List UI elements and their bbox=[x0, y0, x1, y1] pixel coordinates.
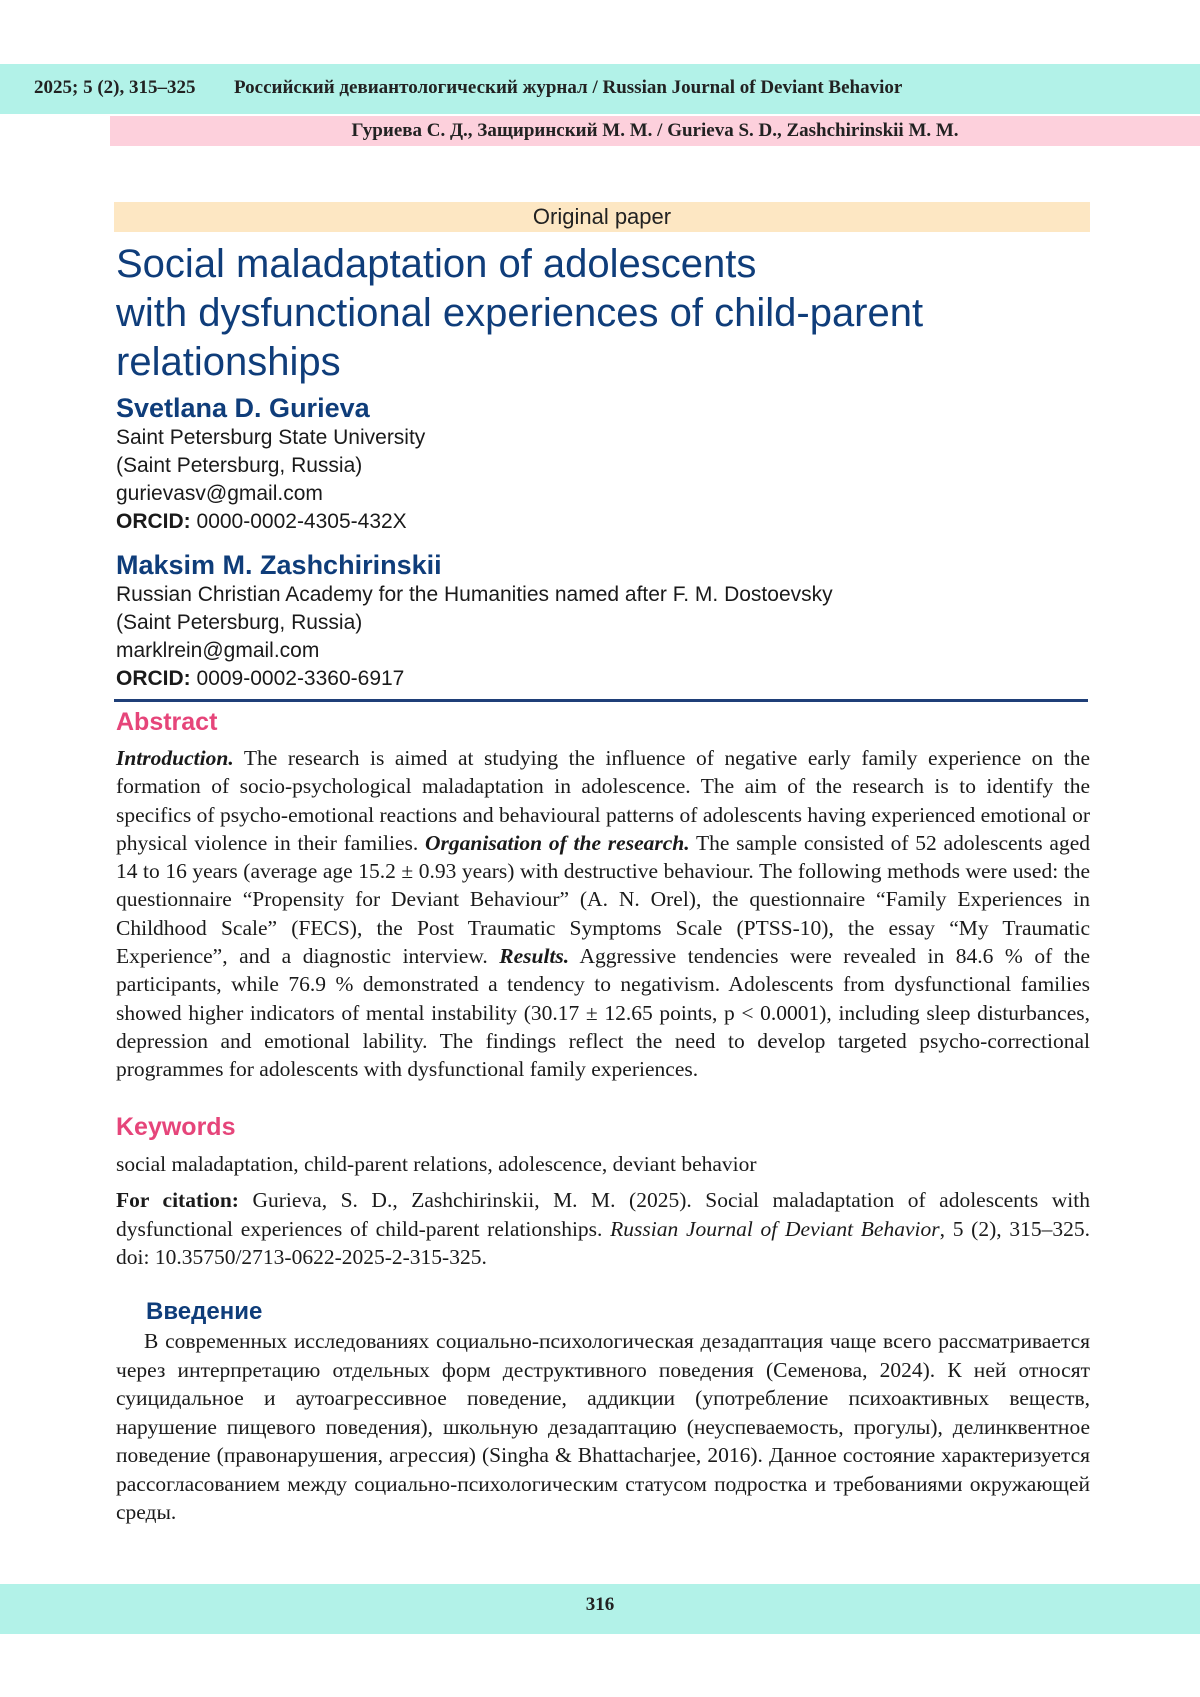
orcid-label: ORCID: bbox=[116, 667, 191, 690]
author-orcid bbox=[116, 665, 1076, 693]
author-name: Svetlana D. Gurieva bbox=[116, 393, 370, 423]
keywords-heading: Keywords bbox=[116, 1113, 236, 1141]
author-block bbox=[116, 392, 1076, 536]
title-line: Social maladaptation of adolescents bbox=[116, 242, 757, 286]
abstract-intro-text: The research is aimed at studying the influence of negative early family experience on the formation of socio-psychological maladaptation in adolescence. The aim of the research is to identify the specifics of psycho-emotional reactions and behavioural patterns of adolescents having experienced emotional or physical violence in their families. bbox=[116, 746, 1090, 855]
abstract-results-text: Aggressive tendencies were revealed in 84.6 % of the participants, while 76.9 % demonstrated a tendency to negativism. Adolescents from dysfunctional families showed higher indicators of mental instability (30.17 ± 12.65 points, p < 0.0001), including sleep disturbances, depression and emotional lability. The findings reflect the need to develop targeted psycho-correctional programmes for adolescents with dysfunctional family experiences. bbox=[116, 944, 1090, 1082]
abstract-text bbox=[116, 744, 1090, 1084]
author-affiliation: Saint Petersburg State University bbox=[116, 426, 426, 449]
author-email[interactable]: marklrein@gmail.com bbox=[116, 639, 320, 662]
keywords-text: social maladaptation, child-parent relations, adolescence, deviant behavior bbox=[116, 1152, 757, 1176]
author-location: (Saint Petersburg, Russia) bbox=[116, 611, 363, 634]
author-location: (Saint Petersburg, Russia) bbox=[116, 454, 363, 477]
author-email[interactable]: gurievasv@gmail.com bbox=[116, 482, 323, 505]
journal-name: Российский девиантологический журнал / Russian Journal of Deviant Behavior bbox=[234, 77, 903, 98]
citation-journal: Russian Journal of Deviant Behavior bbox=[610, 1216, 940, 1241]
running-authors: Гуриева С. Д., Защиринский М. М. / Gurieva S. D., Zashchirinskii M. M. bbox=[351, 120, 959, 141]
orcid-id[interactable]: 0000-0002-4305-432X bbox=[196, 510, 407, 533]
author-name: Maksim M. Zashchirinskii bbox=[116, 550, 442, 580]
page-number: 316 bbox=[585, 1594, 615, 1615]
introduction-text: В современных исследованиях социально-психологическая дезадаптация чаще всего рассматривается через интерпретацию отдельных форм деструктивного поведения (Семенова, 2024). К ней относят суицидальное и аутоагрессивное поведение, аддикции (употребление психоактивных веществ, нарушение пищевого поведения), школьную дезадаптацию (неуспеваемость, прогулы), делинквентное поведение (правонарушения, агрессия) (Singha & Bhattacharjee, 2016). Данное состояние характеризуется рассогласованием между социально-психологическим статусом подростка и требованиями окружающей среды. bbox=[116, 1329, 1090, 1524]
article-title bbox=[116, 240, 1096, 387]
author-affiliation: Russian Christian Academy for the Humanities named after F. M. Dostoevsky bbox=[116, 583, 833, 606]
abstract-org-text: The sample consisted of 52 adolescents aged 14 to 16 years (average age 15.2 ± 0.93 years) with destructive behaviour. The following methods were used: the questionnaire “Propensity for Deviant Behaviour” (A. N. Orel), the questionnaire “Family Experiences in Childhood Scale” (FECS), the Post Traumatic Symptoms Scale (PTSS-10), the essay “My Traumatic Experience”, and a diagnostic interview. bbox=[116, 830, 1090, 969]
journal-header bbox=[34, 77, 1184, 99]
abstract-heading: Abstract bbox=[116, 708, 218, 736]
title-line: with dysfunctional experiences of child-parent bbox=[116, 291, 924, 335]
abstract-org-label: Organisation of the research. bbox=[425, 830, 690, 855]
orcid-label: ORCID: bbox=[116, 510, 191, 533]
citation-text: Gurieva, S. D., Zashchirinskii, M. M. (2025). Social maladaptation of adolescents with dysfunctional experiences of child-parent relationships. bbox=[116, 1188, 1090, 1241]
author-block bbox=[116, 549, 1076, 693]
citation bbox=[116, 1186, 1090, 1272]
divider bbox=[114, 699, 1088, 702]
citation-label: For citation: bbox=[116, 1188, 239, 1212]
citation-text-end: , 5 (2), 315–325. doi: 10.35750/2713-0622-2025-2-315-325. bbox=[116, 1216, 1090, 1269]
introduction-heading: Введение bbox=[146, 1298, 263, 1325]
title-line: relationships bbox=[116, 340, 341, 384]
orcid-id[interactable]: 0009-0002-3360-6917 bbox=[196, 667, 405, 690]
article-type-badge: Original paper bbox=[114, 202, 1090, 232]
abstract-intro-label: Introduction. bbox=[116, 746, 234, 770]
volume-info: 2025; 5 (2), 315–325 bbox=[34, 77, 196, 98]
author-orcid bbox=[116, 508, 1076, 536]
abstract-results-label: Results. bbox=[499, 944, 570, 969]
